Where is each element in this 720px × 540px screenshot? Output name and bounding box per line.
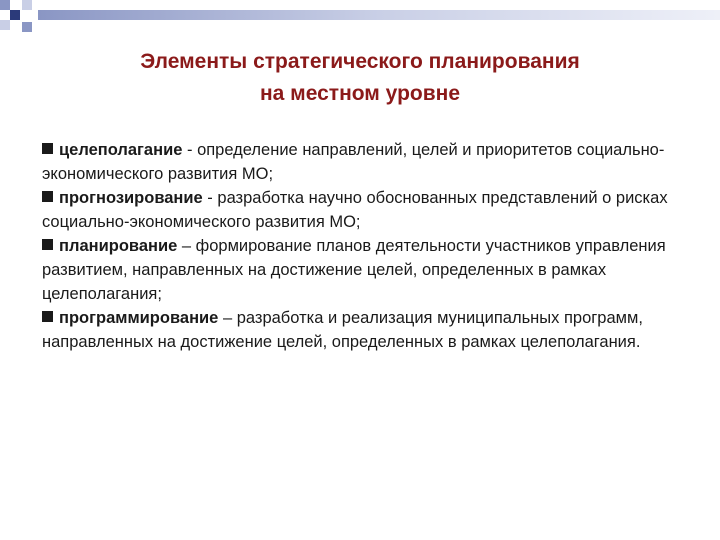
item-separator: – [177,237,196,255]
item-text: определение направлений, целей и приоритетов социально-экономического развития МО; [42,141,665,183]
item-term: планирование [59,237,178,255]
checker-decoration [0,0,720,40]
item-separator: - [182,141,198,159]
list-item-forecasting [42,186,692,234]
item-term: целеполагание [59,141,183,159]
item-separator: – [218,309,237,327]
item-separator: - [202,189,218,207]
square-bullet-icon [42,239,53,250]
item-term: прогнозирование [59,189,203,207]
list-item-goal-setting [42,138,692,186]
square-bullet-icon [42,143,53,154]
list-item-programming [42,306,692,354]
title-line-2: на местном уровне [259,82,461,105]
item-term: программирование [59,309,219,327]
square-bullet-icon [42,191,53,202]
square-bullet-icon [42,311,53,322]
title-line-1: Элементы стратегического планирования [140,50,580,73]
slide-title [40,46,680,110]
item-text: разработка научно обоснованных представлений о рисках социально-экономического развития МО; [42,189,668,231]
item-text: формирование планов деятельности участников управления развитием, направленных на достижение целей, определенных в рамках целеполагания; [42,237,666,303]
item-text: разработка и реализация муниципальных программ, направленных на достижение целей, определенных в рамках целеполагания. [42,309,643,351]
decorative-header [0,0,720,36]
list-item-planning [42,234,692,306]
bullet-list [42,138,692,354]
